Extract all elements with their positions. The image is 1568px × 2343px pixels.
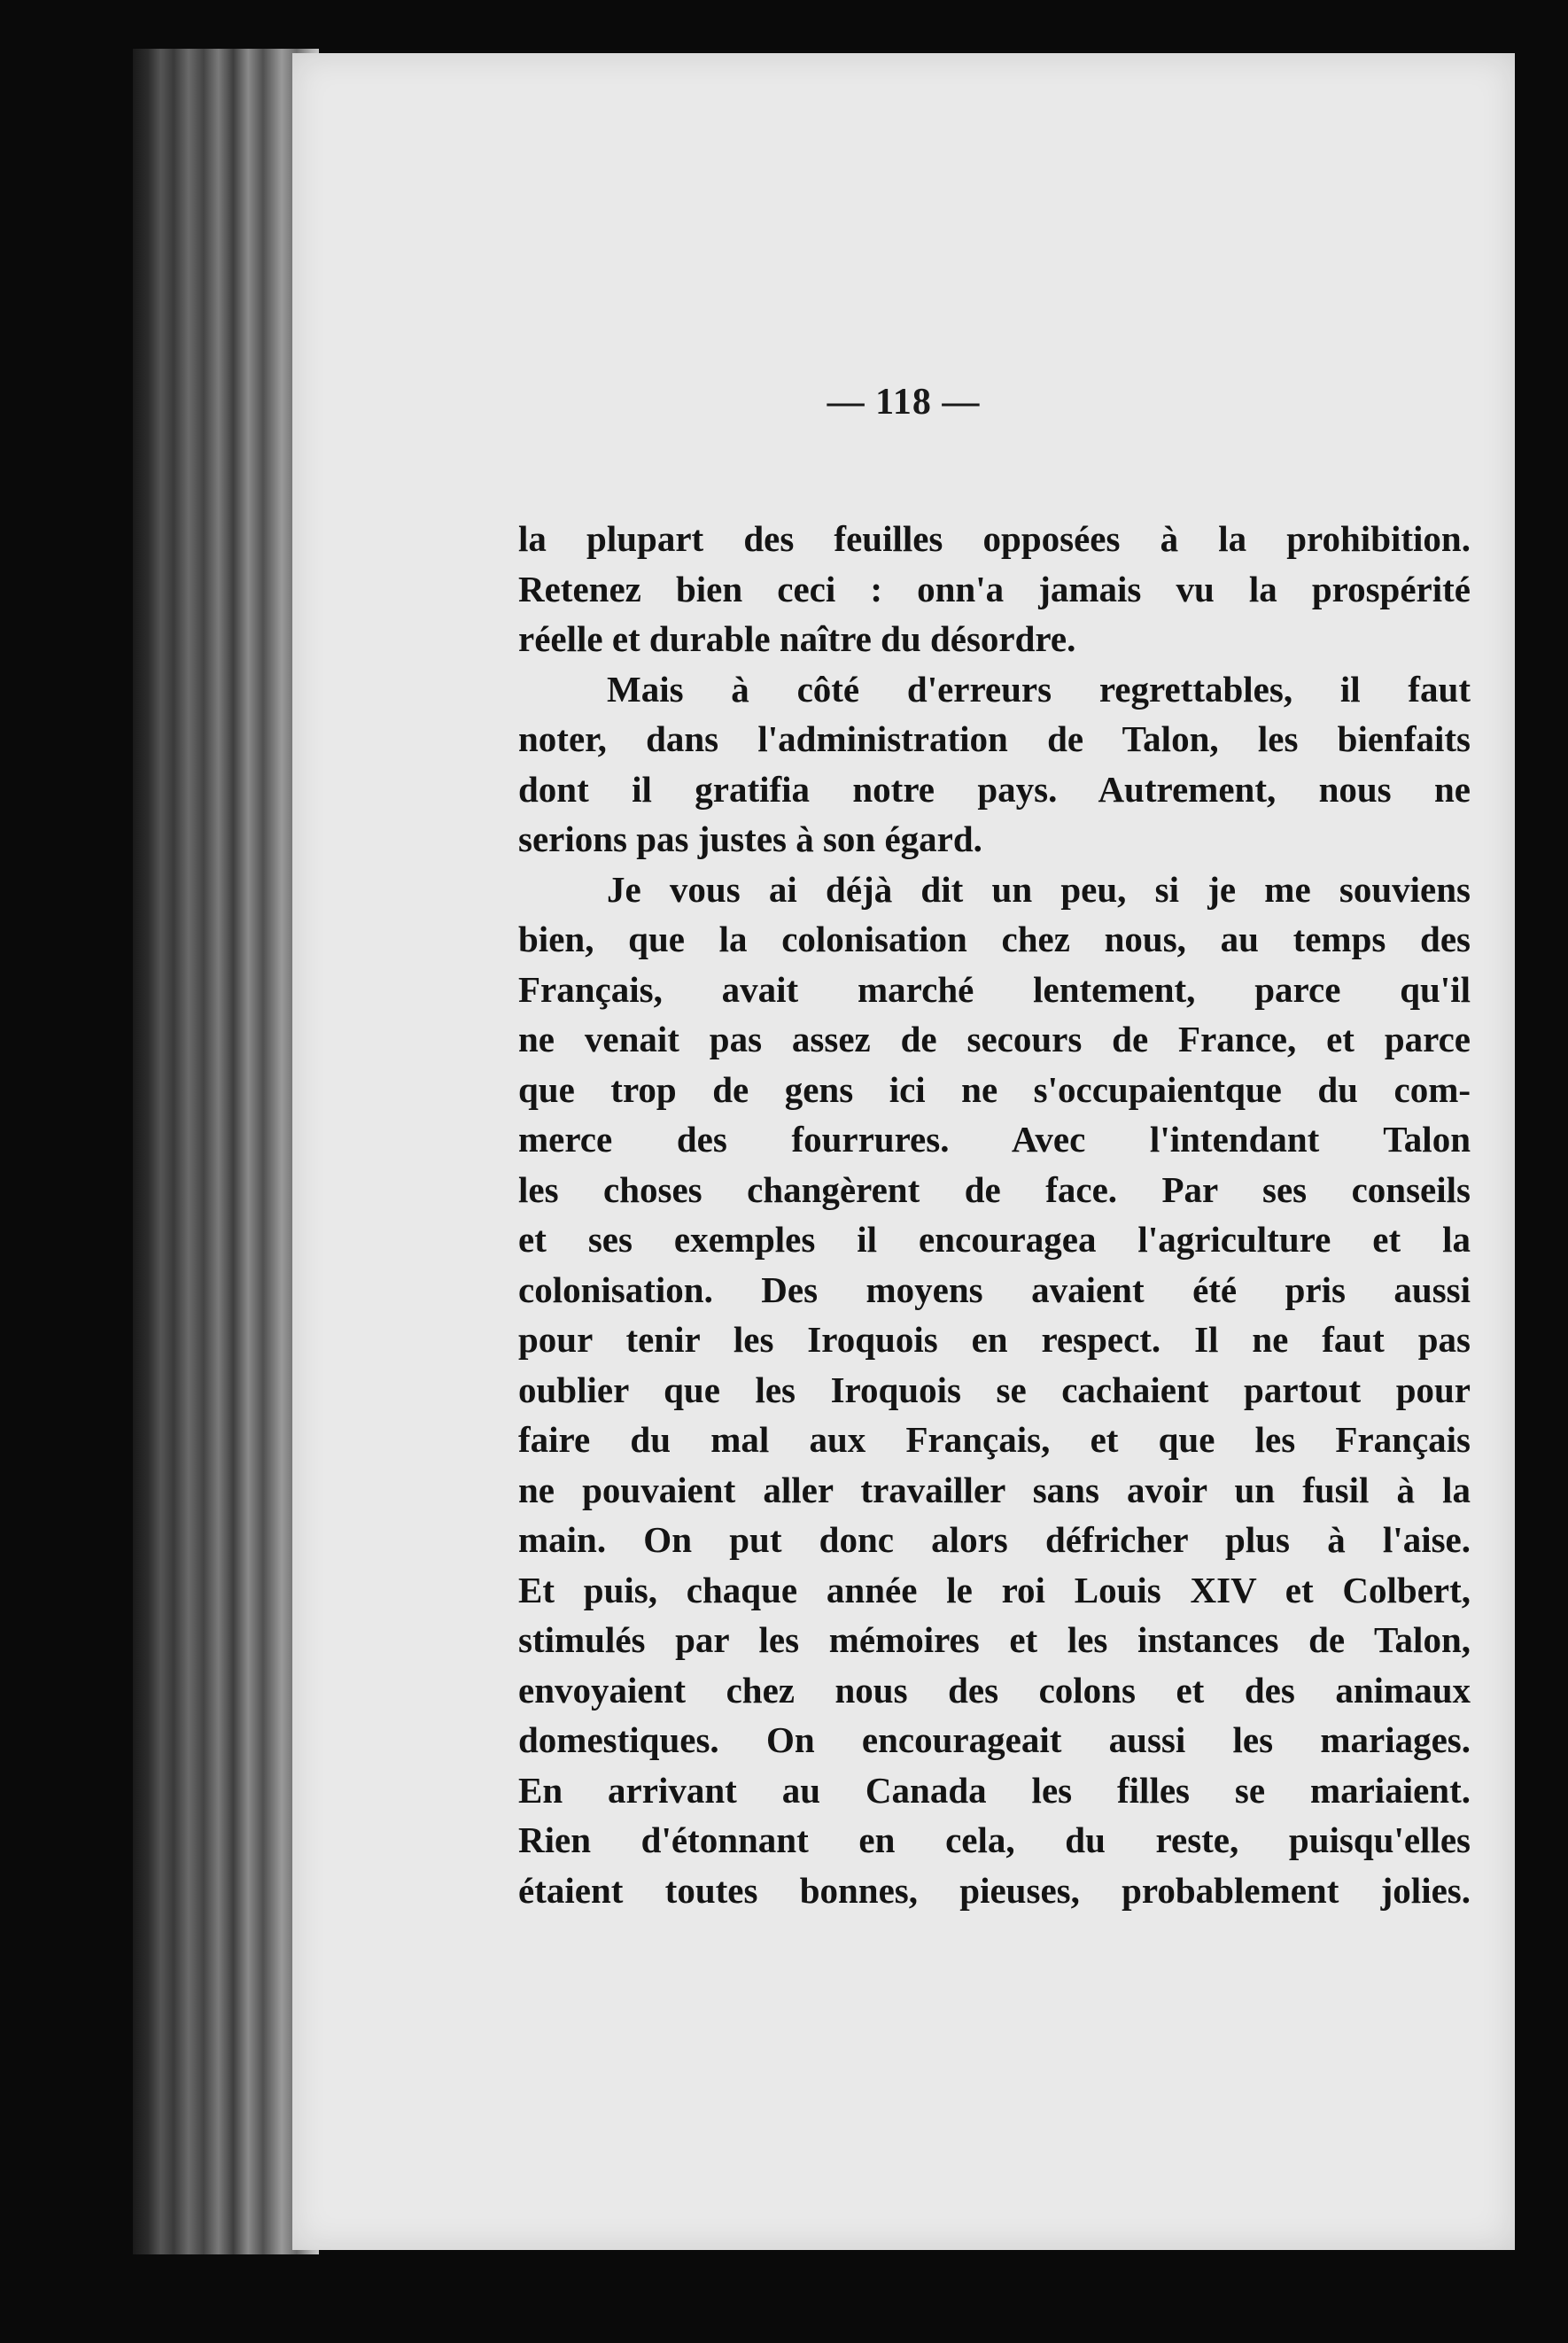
text-line: serions pas justes à son égard. [518,818,982,859]
text-line: En arrivant au Canada les filles se mariaient. [518,1769,1471,1811]
body-text [518,514,1471,1915]
text-line: domestiques. On encourageait aussi les mariages. [518,1719,1471,1760]
text-line: Rien d'étonnant en cela, du reste, puisqu'elles [518,1819,1471,1860]
text-line: colonisation. Des moyens avaient été pris aussi [518,1268,1471,1310]
text-line: bien, que la colonisation chez nous, au temps des [518,919,1471,959]
paragraph-1 [518,514,1471,664]
text-line: réelle et durable naître du désordre. [518,618,1076,659]
text-line: pour tenir les Iroquois en respect. Il ne faut pas [518,1319,1471,1360]
text-line: Mais à côté d'erreurs regrettables, il faut [607,668,1471,710]
book-page [292,53,1515,2250]
text-line: ne venait pas assez de secours de France, et parce [518,1019,1471,1059]
text-line: et ses exemples il encouragea l'agriculture et la [518,1219,1471,1260]
text-line: ne pouvaient aller travailler sans avoir un fusil à la [518,1469,1471,1510]
text-line: oublier que les Iroquois se cachaient partout pour [518,1369,1471,1410]
text-line: stimulés par les mémoires et les instances de Talon, [518,1619,1471,1660]
text-line: faire du mal aux Français, et que les Français [518,1419,1471,1460]
text-line: Et puis, chaque année le roi Louis XIV et Colbert, [518,1569,1471,1610]
text-line: noter, dans l'administration de Talon, les bienfaits [518,718,1471,759]
text-line: la plupart des feuilles opposées à la prohibition. [518,518,1471,559]
paragraph-2 [518,664,1471,865]
text-line: Retenez bien ceci : onn'a jamais vu la prospérité [518,568,1471,609]
text-line: étaient toutes bonnes, pieuses, probablement jolies. [518,1869,1471,1911]
text-line: les choses changèrent de face. Par ses conseils [518,1168,1471,1210]
text-line: merce des fourrures. Avec l'intendant Talon [518,1119,1471,1160]
text-line: Je vous ai déjà dit un peu, si je me souviens [607,868,1471,910]
text-line: dont il gratifia notre pays. Autrement, nous ne [518,768,1471,810]
text-line: main. On put donc alors défricher plus à l'aise. [518,1519,1471,1560]
text-line: Français, avait marché lentement, parce qu'il [518,968,1471,1010]
text-line: envoyaient chez nous des colons et des animaux [518,1669,1471,1711]
page-number: — 118 — [827,382,981,423]
paragraph-3 [518,865,1471,1916]
text-line: que trop de gens ici ne s'occupaientque du com- [518,1068,1471,1110]
page-edges [133,49,319,2254]
